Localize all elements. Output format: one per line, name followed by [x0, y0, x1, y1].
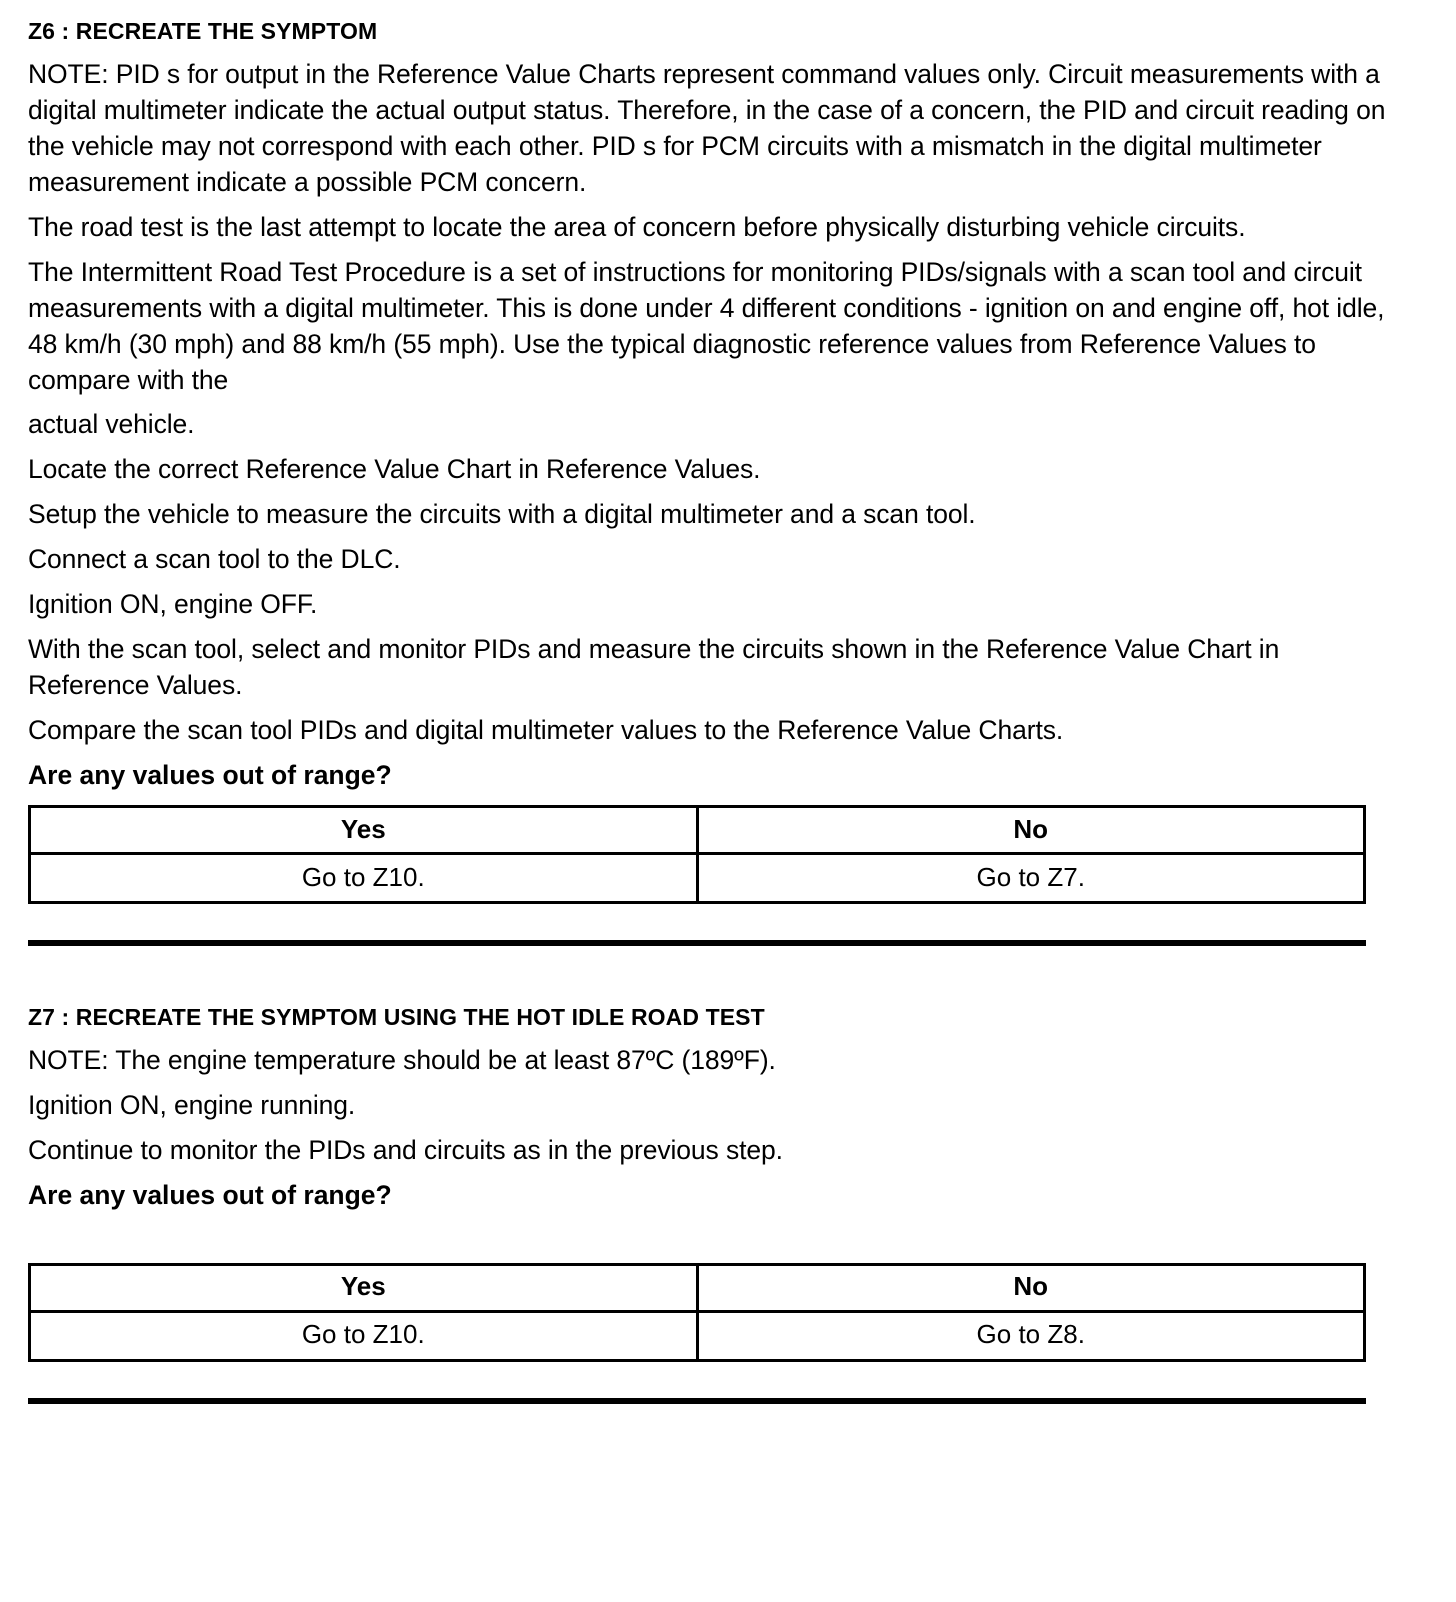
question-z6: Are any values out of range?: [28, 760, 392, 791]
table-row: [30, 854, 1365, 903]
answer-header-yes: Yes: [30, 807, 698, 854]
answer-no-action[interactable]: Go to Z7.: [697, 854, 1365, 903]
paragraph-setup-vehicle: Setup the vehicle to measure the circuits with a digital multimeter and a scan tool.: [28, 498, 976, 529]
paragraph-road-test: The road test is the last attempt to locate the area of concern before physically disturbing vehicle circuits.: [28, 211, 1246, 242]
answer-table-z7: [28, 1263, 1366, 1362]
table-row: [30, 807, 1365, 854]
answer-yes-action[interactable]: Go to Z10.: [30, 1311, 698, 1360]
answer-no-action[interactable]: Go to Z8.: [697, 1311, 1365, 1360]
section-z7: [28, 1004, 1396, 1404]
answer-header-no: No: [697, 807, 1365, 854]
paragraph-continue-monitor: Continue to monitor the PIDs and circuits as in the previous step.: [28, 1134, 783, 1165]
paragraph-note-engine-temperature: NOTE: The engine temperature should be at least 87ºC (189ºF).: [28, 1044, 776, 1075]
paragraph-compare-values: Compare the scan tool PIDs and digital multimeter values to the Reference Value Charts.: [28, 715, 1064, 746]
section-divider-2: [28, 1398, 1366, 1404]
answer-yes-action[interactable]: Go to Z10.: [30, 854, 698, 903]
table-row: [30, 1264, 1365, 1311]
paragraph-locate-chart: Locate the correct Reference Value Chart in Reference Values.: [28, 453, 761, 484]
question-z7: Are any values out of range?: [28, 1179, 392, 1210]
answer-header-no: No: [697, 1264, 1365, 1311]
paragraph-ignition-on-engine-running: Ignition ON, engine running.: [28, 1089, 356, 1120]
paragraph-ignition-on-engine-off: Ignition ON, engine OFF.: [28, 589, 318, 619]
paragraph-monitor-pids: With the scan tool, select and monitor PIDs and measure the circuits shown in the Reference Value Chart in Reference Values.: [28, 634, 1280, 701]
paragraph-intermittent-road-test: The Intermittent Road Test Procedure is a set of instructions for monitoring PIDs/signals with a scan tool and circuit measurements with a digital multimeter. This is done under 4 different conditions - ignition on and engine off, hot idle, 48 km/h (30 mph) and 88 km/h (55 mph). Use the typical diagnostic reference values from Reference Values to compare with the: [28, 256, 1385, 395]
table-row: [30, 1311, 1365, 1360]
answer-header-yes: Yes: [30, 1264, 698, 1311]
section-heading-z6: Z6 : RECREATE THE SYMPTOM: [28, 18, 378, 44]
paragraph-actual-vehicle: actual vehicle.: [28, 408, 195, 439]
paragraph-connect-scan-tool: Connect a scan tool to the DLC.: [28, 543, 401, 574]
section-z6: [28, 18, 1396, 946]
paragraph-note-pid: NOTE: PID s for output in the Reference Value Charts represent command values only. Circuit measurements with a digital multimeter indicate the actual output status. Therefore, in the case of a concern, the PID and circuit reading on the vehicle may not correspond with each other. PID s for PCM circuits with a mismatch in the digital multimeter measurement indicate a possible PCM concern.: [28, 58, 1386, 197]
answer-table-z6: [28, 805, 1366, 904]
section-gap: [28, 946, 1396, 1004]
section-heading-z7: Z7 : RECREATE THE SYMPTOM USING THE HOT IDLE ROAD TEST: [28, 1004, 765, 1031]
table-gap: [28, 1225, 1396, 1255]
